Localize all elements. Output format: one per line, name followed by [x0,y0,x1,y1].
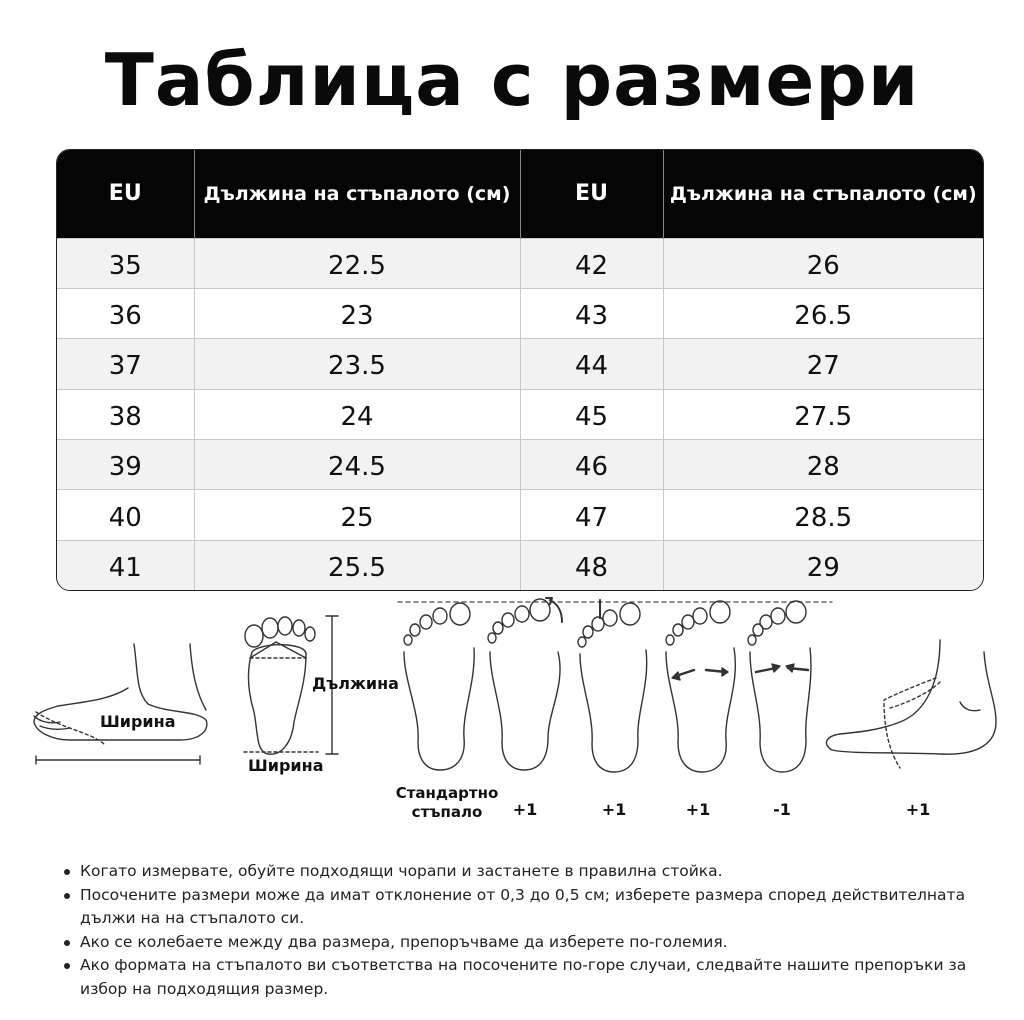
table-header-row [57,150,983,238]
cell-eu: 45 [520,389,663,439]
cell-length: 28.5 [663,490,983,540]
cell-eu: 39 [57,440,194,490]
adjustment-wide: +1 [685,800,711,819]
cell-eu: 36 [57,288,194,338]
cell-length: 29 [663,540,983,590]
foot-long-toe-icon [578,600,647,772]
cell-length: 23.5 [194,339,520,389]
note-item: Посочените размери може да имат отклонение от 0,3 до 0,5 см; изберете размера според действителната дължи на на стъпалото си. [62,884,992,931]
size-table [56,149,984,591]
cell-eu: 35 [57,238,194,288]
cell-length: 27 [663,339,983,389]
foot-measurement-diagram [0,592,1024,832]
cell-length: 25 [194,490,520,540]
cell-length: 27.5 [663,389,983,439]
note-item: Когато измервате, обуйте подходящи чорапи и застанете в правилна стойка. [62,860,992,884]
adjustment-long-toe: +1 [601,800,627,819]
table-row [57,339,983,389]
note-item: Ако се колебаете между два размера, препоръчваме да изберете по-големия. [62,931,992,955]
table-row [57,389,983,439]
header-eu-left: EU [108,181,142,207]
side-foot-icon [34,644,207,764]
cell-eu: 44 [520,339,663,389]
cell-eu: 42 [520,238,663,288]
cell-eu: 38 [57,389,194,439]
page-title: Таблица с размери [104,38,920,122]
cell-eu: 46 [520,440,663,490]
cell-length: 25.5 [194,540,520,590]
cell-eu: 48 [520,540,663,590]
table-row [57,238,983,288]
cell-eu: 41 [57,540,194,590]
cell-eu: 43 [520,288,663,338]
foot-standard-icon [404,603,474,770]
adjustment-high-instep: +1 [905,800,931,819]
table-row [57,288,983,338]
header-eu-right: EU [520,150,663,238]
cell-eu: 47 [520,490,663,540]
cell-eu: 37 [57,339,194,389]
width-label-sole: Ширина [248,756,324,775]
adjustment-narrow: -1 [773,800,791,819]
foot-bunion-icon [488,598,562,770]
table-row [57,490,983,540]
width-label-side: Ширина [100,712,176,731]
cell-length: 22.5 [194,238,520,288]
notes-list [62,860,992,1001]
adjustment-bunion: +1 [512,800,538,819]
foot-narrow-icon [748,601,811,772]
foot-wide-icon [666,601,735,772]
cell-length: 23 [194,288,520,338]
header-length-left: Дължина на стъпалото (см) [194,150,520,238]
foot-high-instep-icon [826,640,996,768]
cell-length: 26 [663,238,983,288]
cell-length: 24.5 [194,440,520,490]
header-length-right: Дължина на стъпалото (см) [663,150,983,238]
cell-length: 28 [663,440,983,490]
table-row [57,540,983,590]
cell-length: 24 [194,389,520,439]
cell-eu: 40 [57,490,194,540]
length-label: Дължина [312,674,399,693]
note-item: Ако формата на стъпалото ви съответства на посочените по-горе случаи, следвайте нашите препоръки за избор на подходящия размер. [62,954,992,1001]
standard-foot-label: Стандартно стъпало [395,784,499,821]
table-row [57,440,983,490]
cell-length: 26.5 [663,288,983,338]
